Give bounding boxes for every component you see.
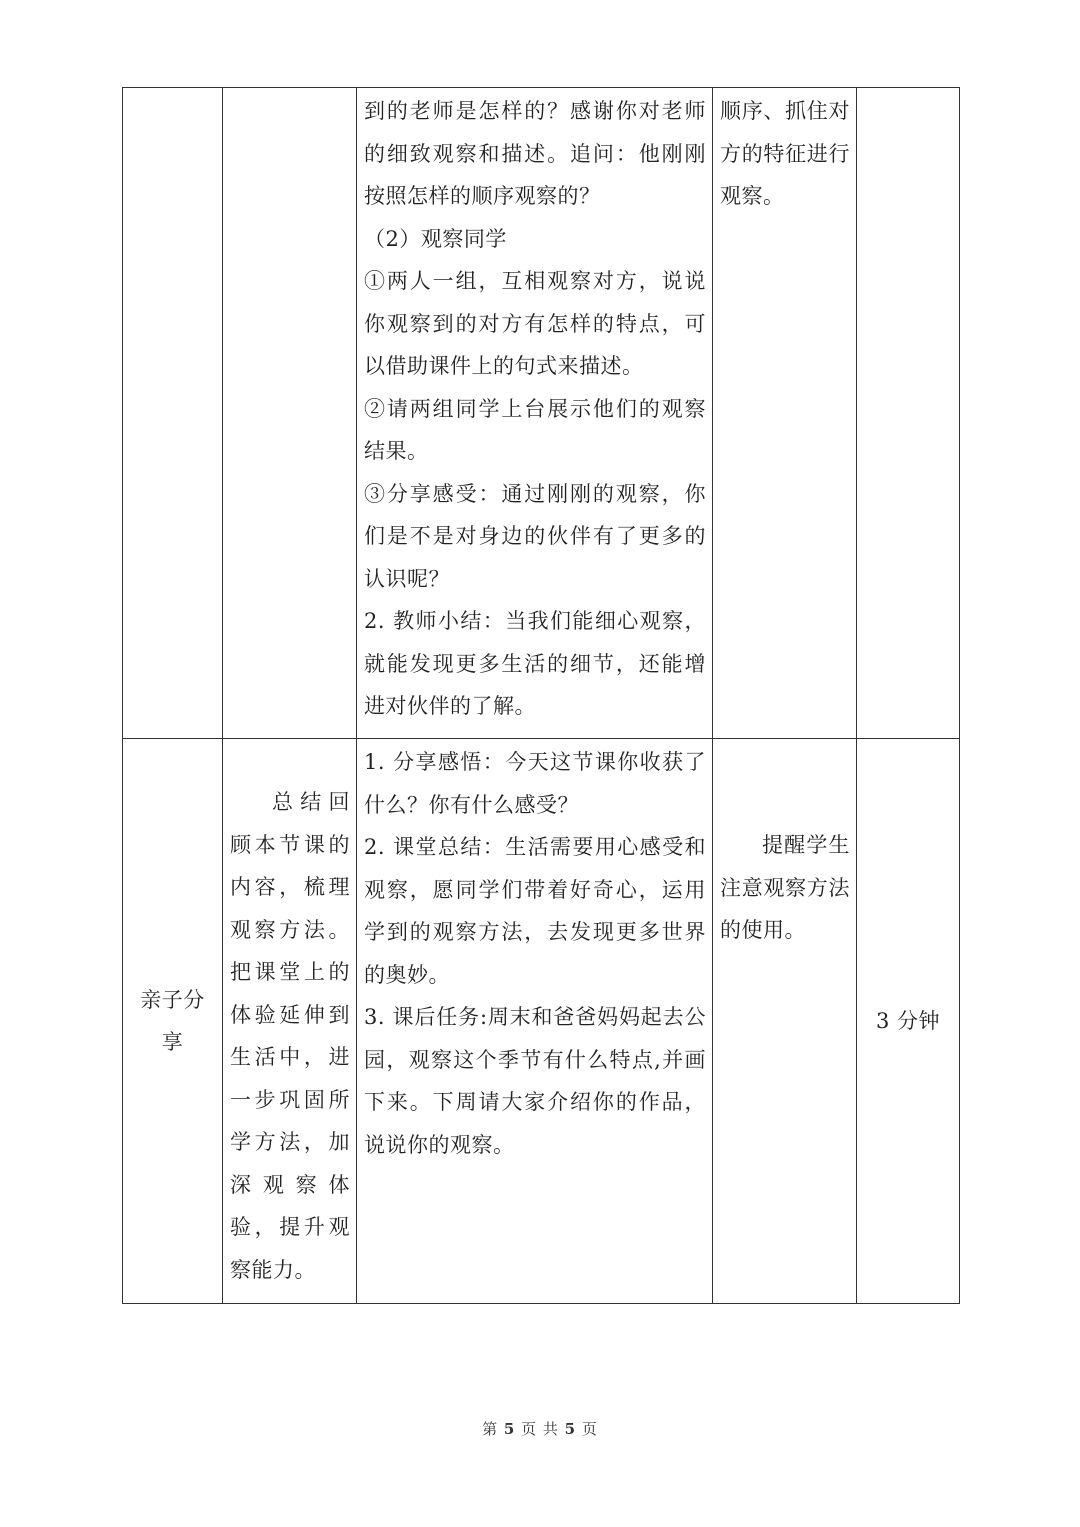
time-cell (857, 739, 960, 1304)
guidance-cell (713, 88, 857, 739)
activity-cell (357, 739, 713, 1304)
section-name: 亲子分享 (140, 988, 205, 1054)
activity-paragraph: 3. 课后任务:周末和爸爸妈妈起去公园，观察这个季节有什么特点,并画下来。下周请大家介绍你的作品，说说你的观察。 (364, 1005, 706, 1157)
guidance-text: 顺序、抓住对方的特征进行观察。 (720, 99, 850, 208)
time-value: 3 分钟 (875, 1008, 941, 1033)
activity-paragraph: ②请两组同学上台展示他们的观察结果。 (364, 396, 706, 463)
activity-paragraph: （2）观察同学 (364, 226, 507, 251)
footer-page-number: 5 (503, 1420, 516, 1438)
activity-paragraph: 2. 教师小结：当我们能细心观察，就能发现更多生活的细节，还能增进对伙伴的了解。 (364, 609, 706, 718)
footer-mid: 页 共 (521, 1420, 559, 1438)
activity-paragraph: ①两人一组，互相观察对方，说说你观察到的对方有怎样的特点，可以借助课件上的句式来描述。 (364, 269, 706, 378)
time-cell-empty (857, 88, 960, 739)
activity-cell (357, 88, 713, 739)
section-cell-empty (123, 88, 223, 739)
guidance-text: 提醒学生注意观察方法的使用。 (720, 833, 850, 942)
footer-suffix: 页 (581, 1420, 598, 1438)
activity-paragraph: 2. 课堂总结：生活需要用心感受和观察，愿同学们带着好奇心，运用学到的观察方法，去发现更多世界的奥妙。 (364, 835, 706, 987)
activity-paragraph: ③分享感受：通过刚刚的观察，你们是不是对身边的伙伴有了更多的认识呢？ (364, 481, 706, 591)
activity-paragraph: 1. 分享感悟：今天这节课你收获了什么？你有什么感受？ (364, 750, 706, 817)
footer-prefix: 第 (482, 1420, 499, 1438)
guidance-cell (713, 739, 857, 1304)
table-row (123, 88, 960, 739)
page-footer (0, 1418, 1080, 1439)
lesson-plan-table (122, 87, 960, 1304)
footer-total-pages: 5 (564, 1420, 577, 1438)
purpose-text: 总结回顾本节课的内容，梳理观察方法。把课堂上的体验延伸到生活中，进一步巩固所学方法，加深观察体验，提升观察能力。 (230, 790, 350, 1282)
table-row (123, 739, 960, 1304)
activity-paragraph: 到的老师是怎样的？感谢你对老师的细致观察和描述。追问：他刚刚按照怎样的顺序观察的？ (364, 99, 706, 208)
section-cell (123, 739, 223, 1304)
purpose-cell-empty (223, 88, 357, 739)
purpose-cell (223, 739, 357, 1304)
